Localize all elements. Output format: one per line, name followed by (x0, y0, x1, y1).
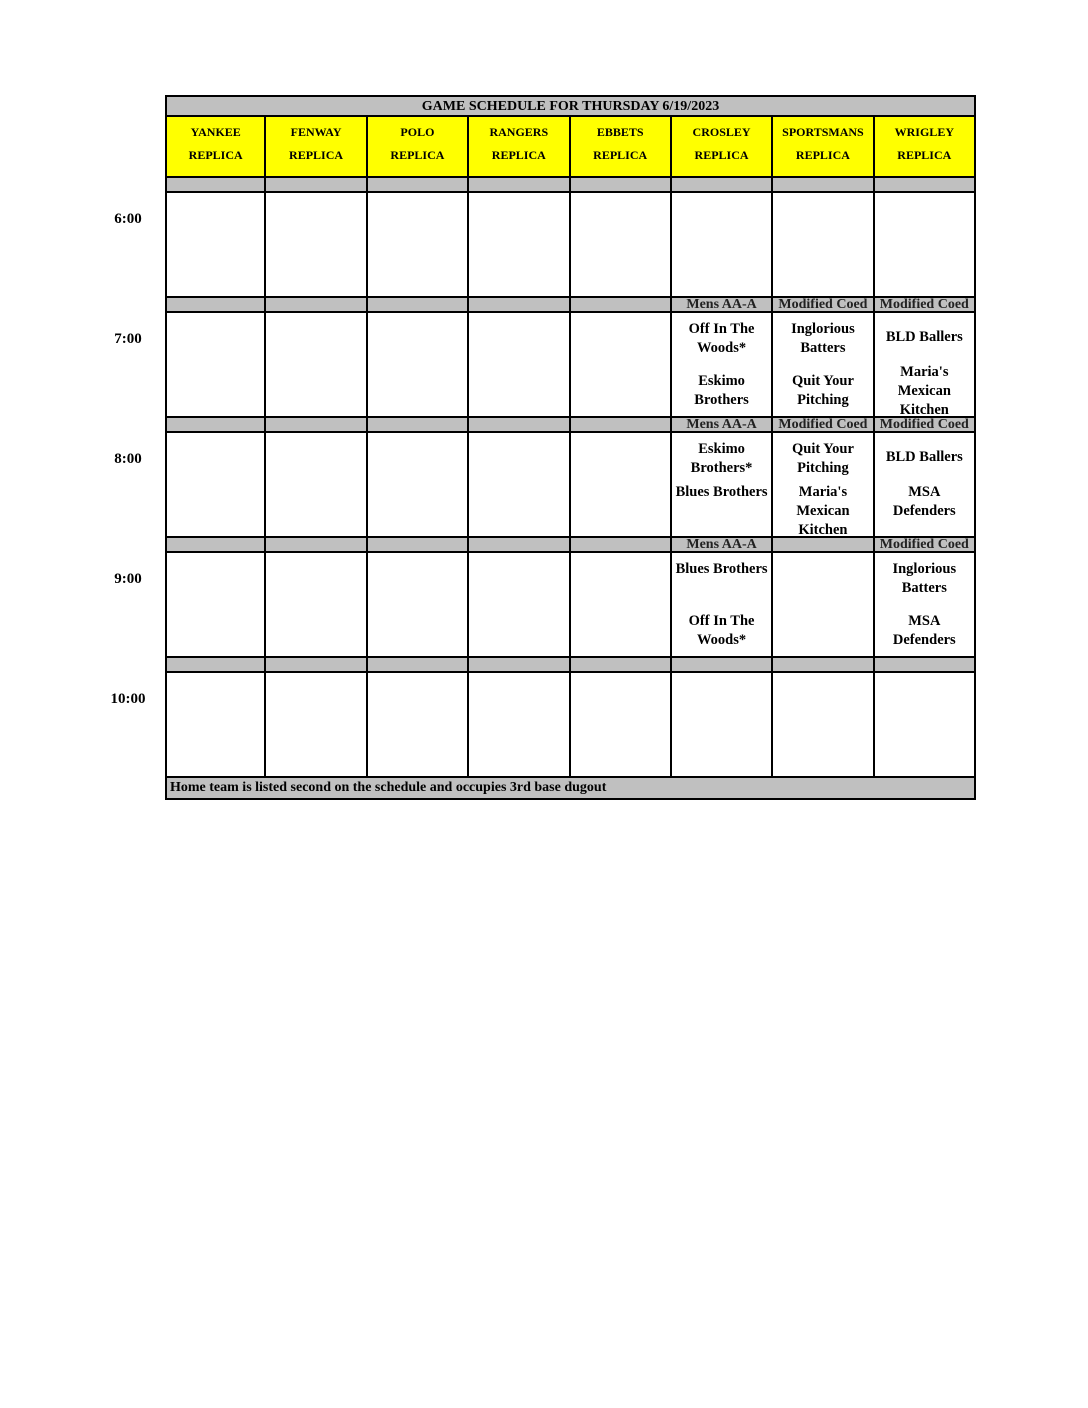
division-label: Modified Coed (875, 298, 976, 313)
game-cell-sportsmans (773, 313, 874, 418)
field-header-row (165, 117, 976, 178)
division-label: Mens AA-A (672, 538, 773, 553)
game-cell-crosley (672, 313, 773, 418)
game-cell-wrigley (875, 553, 976, 658)
time-label-900: 9:00 (114, 571, 142, 587)
home-team: Maria's Mexican Kitchen (796, 484, 850, 538)
division-band-600 (165, 178, 976, 193)
home-team: Blues Brothers (675, 484, 768, 500)
division-label: Modified Coed (875, 418, 976, 433)
field-header-wrigley: WRIGLEY REPLICA (875, 117, 976, 178)
time-label-600: 6:00 (114, 211, 142, 227)
schedule-title: GAME SCHEDULE FOR THURSDAY 6/19/2023 (165, 95, 976, 117)
away-team: Eskimo Brothers* (690, 441, 753, 476)
division-label: Modified Coed (875, 538, 976, 553)
game-cell-wrigley (875, 313, 976, 418)
time-slot-700 (165, 313, 976, 418)
away-team: Quit Your Pitching (791, 441, 854, 476)
field-header-crosley: CROSLEY REPLICA (672, 117, 773, 178)
home-team: Off In The Woods* (688, 613, 755, 648)
field-header-yankee: YANKEE REPLICA (165, 117, 266, 178)
away-team: Blues Brothers (675, 561, 768, 577)
time-slot-600 (165, 193, 976, 298)
division-band-1000 (165, 658, 976, 673)
time-slot-800 (165, 433, 976, 538)
time-slot-900 (165, 553, 976, 658)
home-team: Eskimo Brothers (694, 373, 749, 408)
field-header-ebbets: EBBETS REPLICA (571, 117, 672, 178)
game-cell-wrigley (875, 433, 976, 538)
time-label-700: 7:00 (114, 331, 142, 347)
away-team: Inglorious Batters (892, 561, 957, 596)
away-team: Off In The Woods* (688, 321, 755, 356)
away-team: BLD Ballers (885, 329, 963, 345)
game-cell-crosley (672, 433, 773, 538)
game-cell-crosley (672, 553, 773, 658)
home-team: Maria's Mexican Kitchen (897, 364, 951, 418)
home-team: MSA Defenders (892, 613, 956, 648)
field-header-sportsmans: SPORTSMANS REPLICA (773, 117, 874, 178)
home-team: MSA Defenders (892, 484, 956, 519)
field-header-rangers: RANGERS REPLICA (469, 117, 570, 178)
time-label-800: 8:00 (114, 451, 142, 467)
division-label: Modified Coed (773, 298, 874, 313)
division-label: Mens AA-A (672, 298, 773, 313)
game-cell-sportsmans (773, 433, 874, 538)
schedule-table (165, 95, 976, 800)
division-label: Modified Coed (773, 418, 874, 433)
division-band-700 (165, 298, 976, 313)
division-band-800 (165, 418, 976, 433)
field-header-fenway: FENWAY REPLICA (266, 117, 367, 178)
time-slot-1000 (165, 673, 976, 778)
away-team: BLD Ballers (885, 449, 963, 465)
away-team: Inglorious Batters (791, 321, 855, 356)
home-team: Quit Your Pitching (791, 373, 854, 408)
time-label-1000: 10:00 (110, 691, 146, 707)
division-label: Mens AA-A (672, 418, 773, 433)
field-header-polo: POLO REPLICA (368, 117, 469, 178)
division-band-900 (165, 538, 976, 553)
footer-note: Home team is listed second on the schedule and occupies 3rd base dugout (165, 778, 976, 800)
